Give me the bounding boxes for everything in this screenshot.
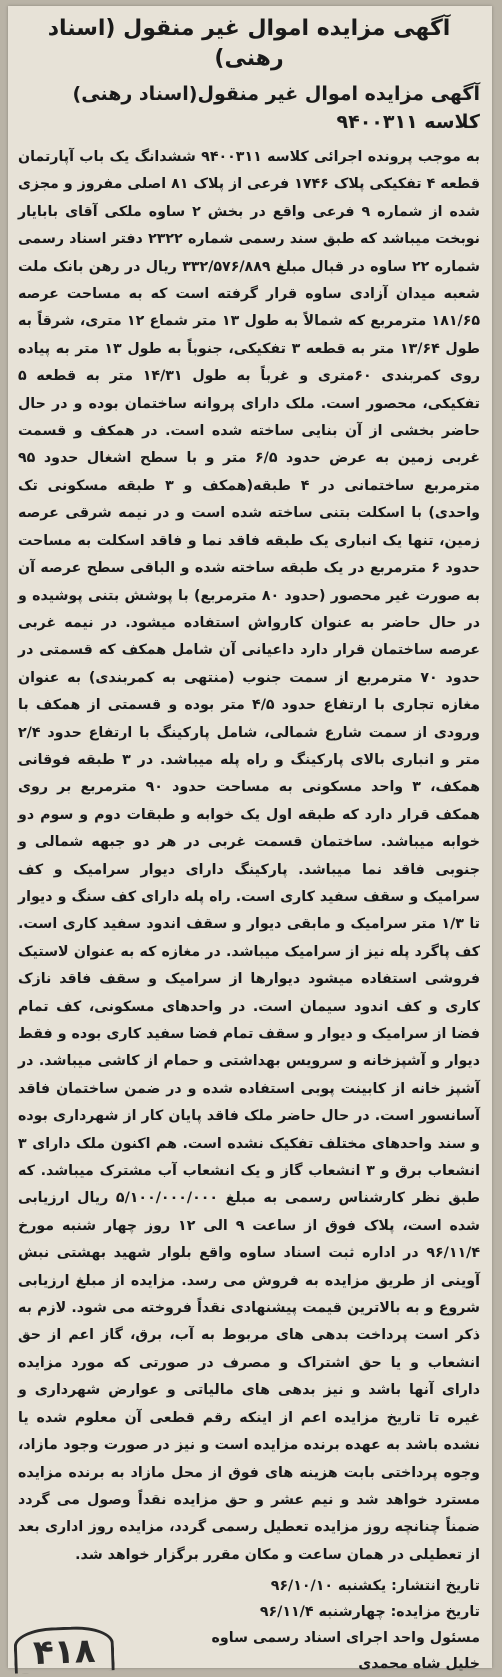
official-title: مسئول واحد اجرای اسناد رسمی ساوه: [211, 1630, 480, 1647]
auction-date: تاریخ مزایده: چهارشنبه ۹۶/۱۱/۴: [259, 1604, 480, 1621]
notice-body: به موجب پرونده اجرائی کلاسه ۹۴۰۰۳۱۱ ششدانگ یک باب آپارتمان قطعه ۴ تفکیکی پلاک ۱۷۴۶ فرعی از پلاک ۸۱ اصلی مفروز و مجزی شده از شماره ۹ فرعی واقع در بخش ۲ ساوه ملکی آقای بابایار نوبخت میباشد که طبق سند رسمی شماره ۲۳۲۲ دفتر اسناد رسمی شماره ۲۲ ساوه در قبال مبلغ ۳۳۲/۵۷۶/۸۸۹ ریال در رهن بانک ملت شعبه میدان آزادی ساوه قرار گرفته است که به مساحت عرصه ۱۸۱/۶۵ مترمربع که شمالاً به طول ۱۳ متر شماع ۱۲ متری، شرقاً به طول ۱۳/۶۴ متر به قطعه ۳ تفکیکی، جنوباً به طول ۱۳ متر به پیاده روی کمربندی ۶۰متری و غرباً به طول ۱۴/۳۱ متر به قطعه ۵ تفکیکی، محصور است. ملک دارای پروانه ساختمان بوده و در حال حاضر بخشی از آن بنایی ساخته شده است. در همکف و قسمت غربی زمین به عرض حدود ۶/۵ متر و با سطح اشغال حدود ۹۵ مترمربع ساختمانی در ۴ طبقه(همکف و ۳ طبقه مسکونی تک واحدی) با اسکلت بتنی ساخته شده است و در نیمه شرقی عرصه زمین، تنها یک انباری یک طبقه فاقد نما و فاقد اسکلت به مساحت حدود ۶ مترمربع در یک طبقه ساخته شده و الباقی سطح عرصه آن به صورت غیر محصور (حدود ۸۰ مترمربع) با پوشش بتنی پوشیده و در حال حاضر به عنوان کارواش استفاده میشود. در نیمه غربی عرصه ساختمان قرار دارد داعیانی آن شامل همکف که قسمتی در حدود ۷۰ مترمربع از سمت جنوب (منتهی به کمربندی) به عنوان مغازه تجاری با ارتفاع حدود ۴/۵ متر بوده و قسمتی از همکف با ورودی از سمت شارع شمالی، شامل پارکینگ با ارتفاع حدود ۲/۴ متر و انباری بالای پارکینگ و راه پله میباشد. در ۳ طبقه فوقانی همکف، ۳ واحد مسکونی به مساحت حدود ۹۰ مترمربع بر روی همکف قرار دارد که طبقه اول یک خوابه و طبقات دوم و سوم دو خوابه میباشد. ساختمان قسمت غربی در هر دو جبهه شمالی و جنوبی فاقد نما میباشد. پارکینگ دارای دیوار سرامیک و کف سرامیک و سقف سفید کاری است. راه پله دارای کف سنگ و دیوار تا ۱/۳ متر سرامیک و مابقی دیوار و سقف اندود سفید کاری است. کف پاگرد پله نیز از سرامیک میباشد. در مغازه که به عنوان لاستیک فروشی استفاده میشود دیوارها از سرامیک و سقف فاقد نازک کاری و کف اندود سیمان است. در واحدهای مسکونی، کف تمام فضا از سرامیک و دیوار و سقف تمام فضا سفید کاری بوده و فقط دیوار و آشپزخانه و سرویس بهداشتی و حمام از کاشی میباشد. در آشپز خانه از کابینت پوبی استفاده شده و در ضمن ساختمان فاقد آسانسور است. در حال حاضر ملک فاقد پایان کار از شهرداری بوده و سند واحدهای مختلف تفکیک نشده است. هم اکنون ملک دارای ۳ انشعاب برق و ۳ انشعاب گاز و یک انشعاب آب مشترک میباشد. که طبق نظر کارشناس رسمی به مبلغ ۵/۱۰۰/۰۰۰/۰۰۰ ریال ارزیابی شده است، پلاک فوق از ساعت ۹ الی ۱۲ روز چهار شنبه مورخ ۹۶/۱۱/۴ در اداره ثبت اسناد ساوه واقع بلوار شهید بهشتی نبش آوینی از طریق مزایده به فروش می رسد. مزایده از مبلغ ارزیابی شروع و به بالاترین قیمت پیشنهادی نقداً فروخته می شود. لازم به ذکر است پرداخت بدهی های مربوط به آب، برق، گاز اعم از حق انشعاب و یا حق اشتراک و مصرف در صورتی که مورد مزایده دارای آنها باشد و نیز بدهی های مالیاتی و عوارض شهرداری و غیره تا تاریخ مزایده اعم از اینکه رقم قطعی آن معلوم شده یا نشده باشد به عهده برنده مزایده است و نیز در صورت وجود مازاد، وجوه پرداختی بابت هزینه های فوق از محل مازاد به برنده مزایده مسترد خواهد شد و نیم عشر و حق مزایده نقداً وصول می گردد ضمناً چنانچه روز مزایده تعطیل رسمی گردد، مزایده روز اداری بعد از تعطیلی در همان ساعت و مکان مقرر برگزار خواهد شد.: [18, 149, 481, 1563]
notice-subheadline: آگهی مزایده اموال غیر منقول(اسناد رهنی) کلاسه ۹۴۰۰۳۱۱: [72, 83, 480, 133]
newspaper-clipping: [8, 6, 492, 1674]
auction-notice: [18, 14, 480, 1677]
signatory-name: خلیل شاه محمدی: [358, 1656, 480, 1673]
publish-date: تاریخ انتشار: یکشنبه ۹۶/۱۰/۱۰: [270, 1578, 480, 1595]
notice-headline: آگهی مزایده اموال غیر منقول (اسناد رهنی): [47, 16, 451, 71]
ad-code-stamp: ۴۱۸: [13, 1625, 115, 1673]
